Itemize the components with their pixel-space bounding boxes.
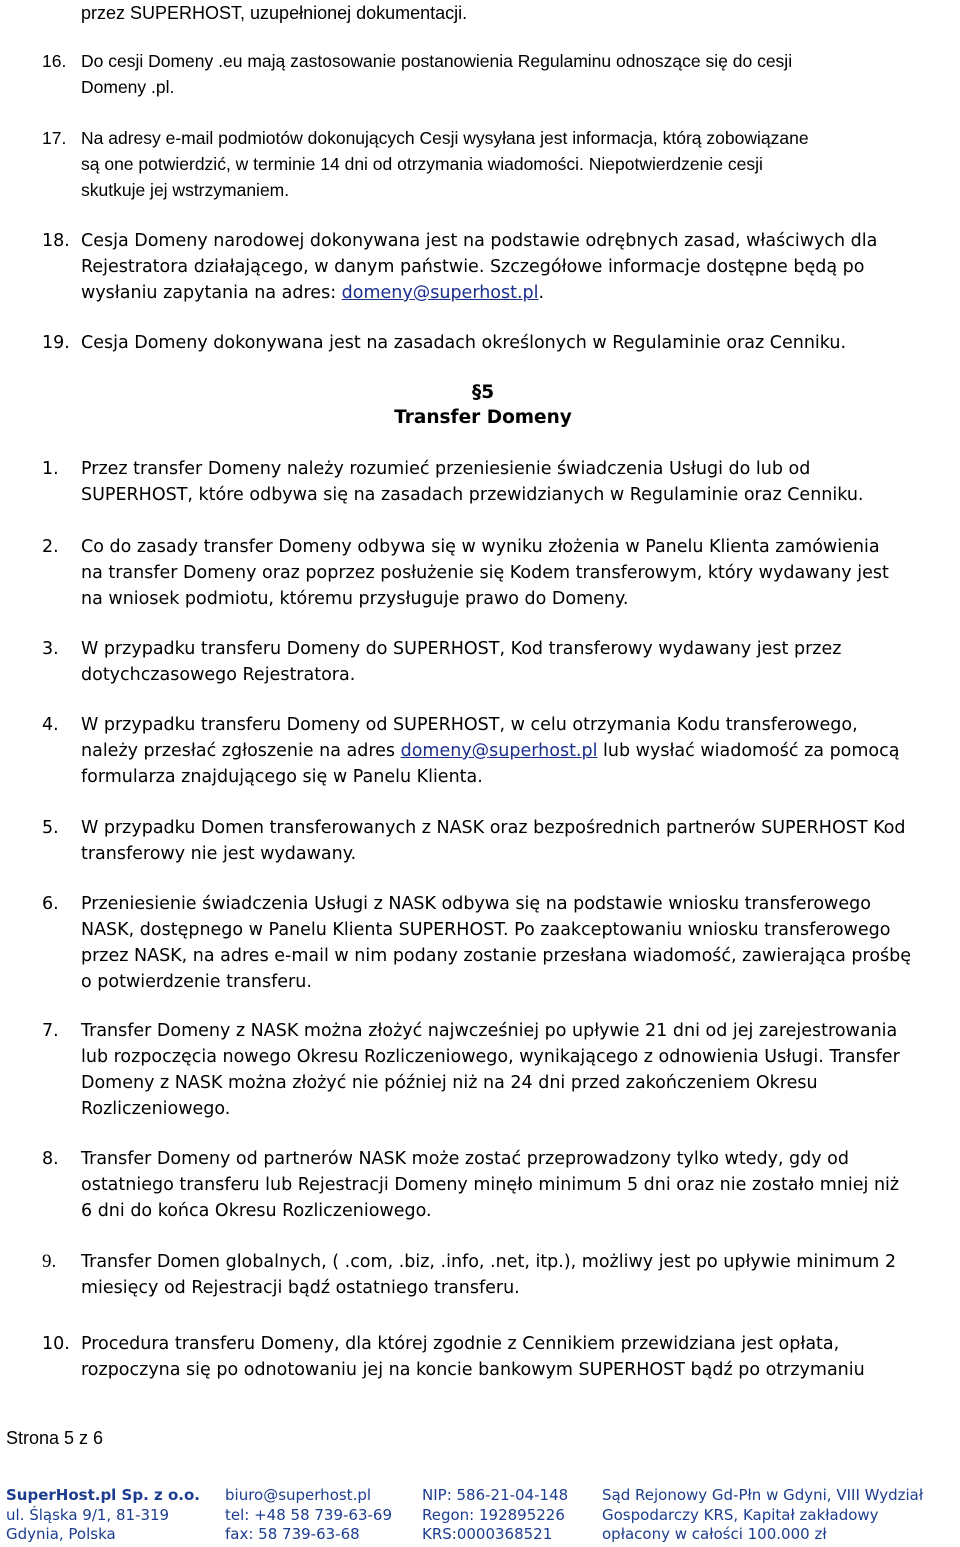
text-line: NASK, dostępnego w Panelu Klienta SUPERHOST. Po zaakceptowaniu wniosku transferowego (81, 920, 891, 940)
text-line: Rejestratora działającego, w danym państwie. Szczegółowe informacje dostępne będą po (81, 257, 865, 277)
item-number: 17. (42, 128, 67, 148)
item-number: 6. (42, 894, 59, 914)
text-line: SUPERHOST, które odbywa się na zasadach przewidzianych w Regulaminie oraz Cenniku. (81, 485, 864, 505)
item-number: 4. (42, 715, 59, 735)
footer-regon: Regon: 192895226 (422, 1505, 565, 1524)
text-line: dotychczasowego Rejestratora. (81, 665, 356, 685)
footer-phone: tel: +48 58 739-63-69 (225, 1505, 393, 1524)
company-city: Gdynia, Polska (6, 1525, 116, 1543)
item-number: 19. (42, 333, 70, 353)
transfer-item-5 (81, 815, 906, 867)
text-line: Domeny .pl. (81, 77, 175, 97)
text-line: Domeny z NASK można złożyć nie później niż na 24 dni przed zakończeniem Okresu (81, 1073, 818, 1093)
footer-registry (422, 1486, 568, 1545)
email-link[interactable]: domeny@superhost.pl (400, 741, 598, 761)
text-line (81, 738, 899, 764)
transfer-item-1 (81, 456, 864, 508)
text-line: skutkuje jej wstrzymaniem. (81, 180, 290, 200)
item-number: 2. (42, 537, 59, 557)
page-number: Strona 5 z 6 (6, 1428, 104, 1448)
footer-court-line: Gospodarczy KRS, Kapitał zakładowy (602, 1505, 879, 1524)
transfer-item-3 (81, 636, 841, 688)
transfer-item-9 (81, 1249, 896, 1301)
paragraph-19 (81, 330, 846, 356)
text-fragment: lub wysłać wiadomość za pomocą (597, 741, 900, 761)
footer-krs: KRS:0000368521 (422, 1525, 553, 1543)
item-number: 18. (42, 231, 70, 251)
text-line: Do cesji Domeny .eu mają zastosowanie postanowienia Regulaminu odnoszące się do cesji (81, 51, 793, 71)
item-number: 3. (42, 639, 59, 659)
text-line (81, 280, 877, 306)
text-line: Przeniesienie świadczenia Usługi z NASK odbywa się na podstawie wniosku transferowego (81, 894, 871, 914)
item-number: 16. (42, 51, 67, 71)
footer-email[interactable]: biuro@superhost.pl (225, 1486, 372, 1504)
company-name: SuperHost.pl Sp. z o.o. (6, 1486, 200, 1504)
text-line: Co do zasady transfer Domeny odbywa się w wyniku złożenia w Panelu Klienta zamówienia (81, 537, 880, 557)
item-number: 7. (42, 1021, 59, 1041)
footer-contact (225, 1486, 392, 1545)
text-line: o potwierdzenie transferu. (81, 972, 312, 992)
transfer-item-6 (81, 891, 911, 995)
paragraph-18 (81, 228, 877, 306)
transfer-item-10 (81, 1331, 865, 1383)
item-number: 5. (42, 818, 59, 838)
text-line: W przypadku Domen transferowanych z NASK oraz bezpośrednich partnerów SUPERHOST Kod (81, 818, 906, 838)
text-line: lub rozpoczęcia nowego Okresu Rozliczeniowego, wynikającego z odnowienia Usługi. Transfer (81, 1047, 900, 1067)
paragraph-16 (81, 48, 792, 100)
item-number: 10. (42, 1334, 70, 1354)
text-line: na transfer Domeny oraz poprzez posłużenie się Kodem transferowym, który wydawany jest (81, 563, 889, 583)
footer-company (6, 1486, 200, 1545)
company-address: ul. Śląska 9/1, 81-319 (6, 1505, 170, 1524)
email-link[interactable]: domeny@superhost.pl (341, 283, 539, 303)
text-line: Cesja Domeny narodowej dokonywana jest na podstawie odrębnych zasad, właściwych dla (81, 231, 878, 251)
text-line: transferowy nie jest wydawany. (81, 844, 357, 864)
text-line: Transfer Domen globalnych, ( .com, .biz, .info, .net, itp.), możliwy jest po upływie minimum 2 (81, 1252, 897, 1272)
text-line: Transfer Domeny z NASK można złożyć najwcześniej po upływie 21 dni od jej zarejestrowania (81, 1021, 898, 1041)
text-line: 6 dni do końca Okresu Rozliczeniowego. (81, 1201, 432, 1221)
footer-nip: NIP: 586-21-04-148 (422, 1486, 569, 1504)
text-line: Na adresy e-mail podmiotów dokonujących Cesji wysyłana jest informacja, którą zobowiązane (81, 128, 809, 148)
section-symbol: §5 (471, 382, 495, 403)
transfer-item-8 (81, 1146, 899, 1224)
footer-fax: fax: 58 739-63-68 (225, 1525, 360, 1543)
transfer-item-4 (81, 712, 899, 790)
text-line: Transfer Domeny od partnerów NASK może zostać przeprowadzony tylko wtedy, gdy od (81, 1149, 849, 1169)
text-line: Przez transfer Domeny należy rozumieć przeniesienie świadczenia Usługi do lub od (81, 459, 811, 479)
transfer-item-7 (81, 1018, 900, 1122)
text-line: formularza znajdującego się w Panelu Klienta. (81, 767, 483, 787)
item-number: 9. (42, 1251, 57, 1272)
text-line: W przypadku transferu Domeny do SUPERHOST, Kod transferowy wydawany jest przez (81, 639, 842, 659)
text-line: ostatniego transferu lub Rejestracji Domeny minęło minimum 5 dni oraz nie zostało mniej niż (81, 1175, 900, 1195)
continued-text: przez SUPERHOST, uzupełnionej dokumentacji. (81, 3, 468, 23)
text-line: Procedura transferu Domeny, dla której zgodnie z Cennikiem przewidziana jest opłata, (81, 1334, 840, 1354)
footer-court (602, 1486, 923, 1545)
text-fragment: . (538, 283, 545, 303)
text-line: przez NASK, na adres e-mail w nim podany zostanie przesłana wiadomość, zawierająca prośbę (81, 946, 912, 966)
text-line: rozpoczyna się po odnotowaniu jej na koncie bankowym SUPERHOST bądź po otrzymaniu (81, 1360, 865, 1380)
section-title: Transfer Domeny (394, 407, 572, 428)
footer-court-line: Sąd Rejonowy Gd-Płn w Gdyni, VIII Wydział (602, 1486, 924, 1504)
paragraph-17 (81, 125, 809, 203)
text-line: miesięcy od Rejestracji bądź ostatniego transferu. (81, 1278, 520, 1298)
text-fragment: należy przesłać zgłoszenie na adres (81, 741, 401, 761)
text-line: Rozliczeniowego. (81, 1099, 231, 1119)
text-fragment: wysłaniu zapytania na adres: (81, 283, 342, 303)
text-line: Cesja Domeny dokonywana jest na zasadach określonych w Regulaminie oraz Cenniku. (81, 333, 847, 353)
text-line: są one potwierdzić, w terminie 14 dni od otrzymania wiadomości. Niepotwierdzenie cesji (81, 154, 763, 174)
text-line: na wniosek podmiotu, któremu przysługuje prawo do Domeny. (81, 589, 629, 609)
item-number: 1. (42, 459, 59, 479)
footer-court-line: opłacony w całości 100.000 zł (602, 1525, 827, 1543)
item-number: 8. (42, 1149, 59, 1169)
text-line: W przypadku transferu Domeny od SUPERHOST, w celu otrzymania Kodu transferowego, (81, 715, 858, 735)
transfer-item-2 (81, 534, 889, 612)
